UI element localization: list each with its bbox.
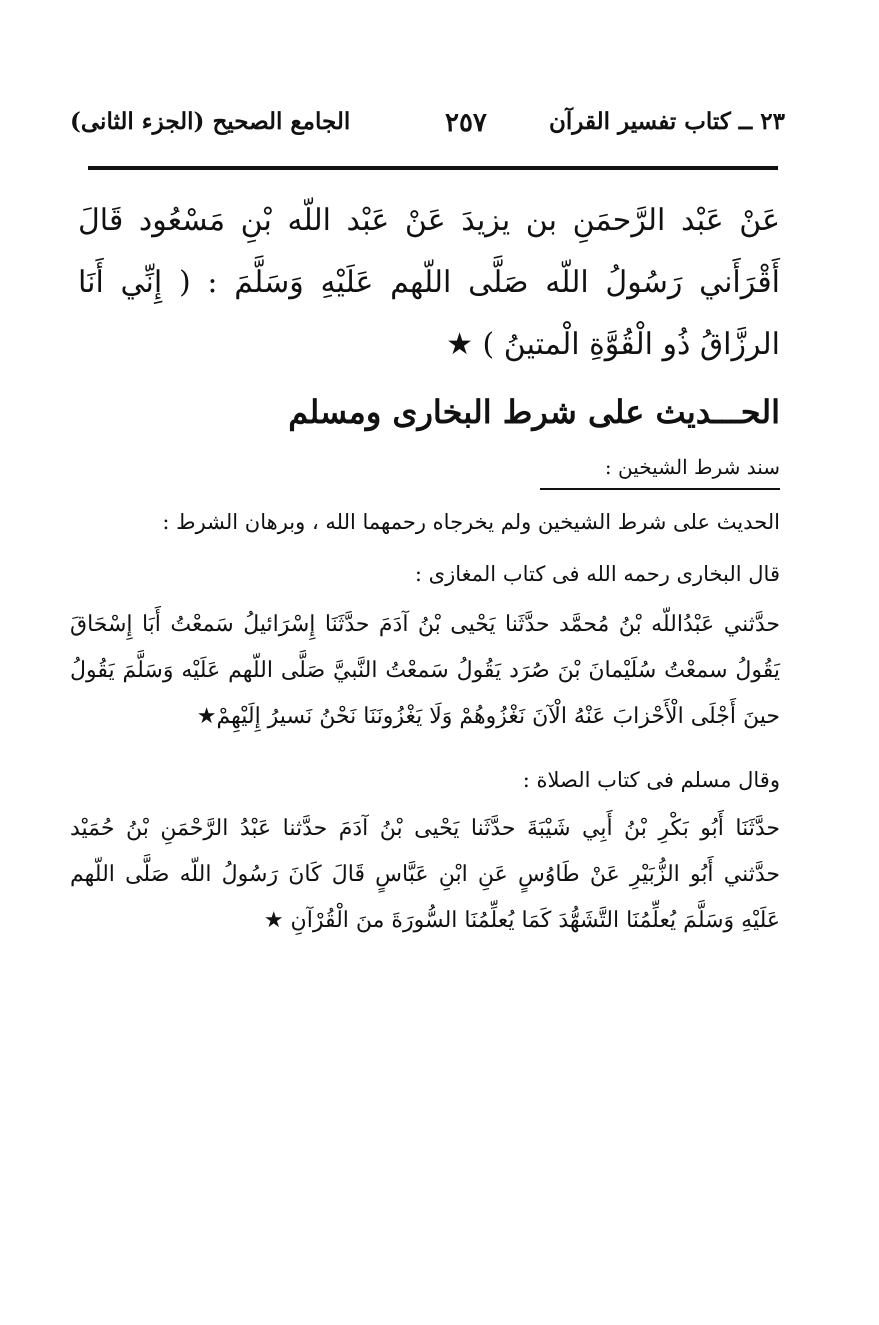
bukhari-source-line: قال البخارى رحمه الله فى كتاب المغازى : (414, 562, 780, 586)
muslim-narration: حدَّثَنَا أَبُو بَكْرِ بْنُ أَبِي شَيْبَةَ حدَّثَنا يَحْيى بْنُ آدَمَ حدَّثنا عَبْدُ الرَّحْمَنِ بْنُ حُمَيْد حدَّثني أَبُو الزُّبَيْرِ عَنْ طَاوُسٍ عَنِ ابْنِ عَبَّاسٍ قَالَ كَانَ رَسُولُ اللّه صَلَّى اللّهم عَلَيْهِ وَسَلَّمَ يُعلِّمُنَا التَّشَهُّدَ كَمَا يُعلِّمُنَا السُّورَةَ منَ الْقُرْآنِ ★ (70, 816, 780, 933)
section-subheading: سند شرط الشيخين : (540, 452, 780, 490)
intro-paragraph: الحديث على شرط الشيخين ولم يخرجاه رحمهما الله ، وبرهان الشرط : (162, 510, 780, 534)
chapter-title: ٢٣ ــ كتاب تفسير القرآن (549, 108, 785, 135)
page-number: ٢٥٧ (445, 108, 487, 138)
section-heading: الحـــديث على شرط البخارى ومسلم (288, 393, 780, 431)
page-header (70, 108, 785, 148)
bukhari-narration: حدَّثني عَبْدُاللّه بْنُ مُحمَّد حدَّثَنا يَحْيى بْنُ آدَمَ حدَّثَنَا إِسْرَائيلُ سَمعْتُ أَبَا إِسْحَاقَ يَقُولُ سمعْتُ سُلَيْمانَ بْنَ صُرَد يَقُولُ سَمعْتُ النَّبيَّ صَلَّى اللّهم عَلَيْه وَسَلَّمَ يَقُولُ حينَ أَجْلَى الْأَحْزابَ عَنْهُ الْآنَ نَغْزُوهُمْ وَلَا يَغْزُونَنَا نَحْنُ نَسيرُ إِلَيْهِمْ★ (70, 612, 780, 729)
book-title: الجامع الصحيح (الجزء الثانى) (70, 108, 351, 135)
header-divider (88, 166, 778, 170)
hadith-text: عَنْ عَبْد الرَّحمَنِ بن يزيدَ عَنْ عَبْد اللّه بْنِ مَسْعُود قَالَ أَقْرَأَني رَسُولُ اللّه صَلَّى اللّهم عَلَيْهِ وَسَلَّمَ : ( إِنِّي أَنَا الرزَّاقُ ذُو الْقُوَّةِ الْمتينُ ) ★ (78, 203, 780, 362)
muslim-source-line: وقال مسلم فى كتاب الصلاة : (522, 768, 780, 792)
